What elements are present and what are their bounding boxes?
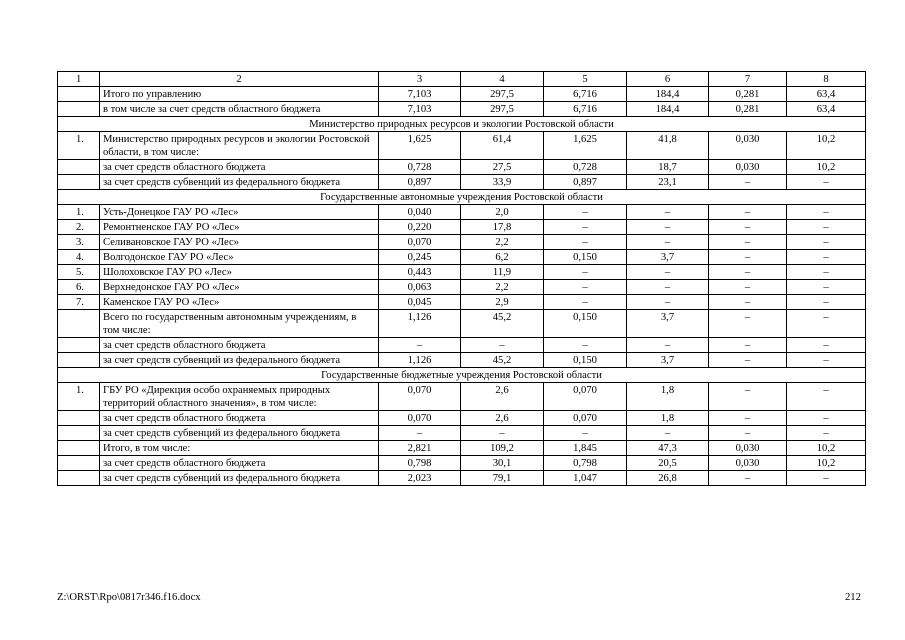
value-cell: 63,4 — [787, 87, 866, 102]
row-number-cell — [58, 338, 100, 353]
value-cell: – — [787, 205, 866, 220]
value-cell: 30,1 — [461, 456, 544, 471]
value-cell: 2,0 — [461, 205, 544, 220]
value-cell: 0,045 — [379, 295, 461, 310]
value-cell: 33,9 — [461, 175, 544, 190]
table-row — [58, 280, 866, 295]
row-label-cell: Шолоховское ГАУ РО «Лес» — [100, 265, 379, 280]
value-cell: – — [787, 280, 866, 295]
value-cell: 0,281 — [709, 87, 787, 102]
value-cell: – — [627, 295, 709, 310]
value-cell: – — [787, 175, 866, 190]
row-number-cell — [58, 411, 100, 426]
table-row — [58, 160, 866, 175]
value-cell: – — [709, 175, 787, 190]
value-cell: 18,7 — [627, 160, 709, 175]
value-cell: 0,150 — [544, 353, 627, 368]
row-number-cell — [58, 160, 100, 175]
value-cell: 3,7 — [627, 310, 709, 338]
value-cell: 2,023 — [379, 471, 461, 486]
value-cell: – — [627, 220, 709, 235]
value-cell: 0,070 — [379, 383, 461, 411]
value-cell: 0,070 — [379, 235, 461, 250]
header-cell: 8 — [787, 72, 866, 87]
value-cell: 2,6 — [461, 383, 544, 411]
value-cell: 0,443 — [379, 265, 461, 280]
value-cell: 0,245 — [379, 250, 461, 265]
row-number-cell: 1. — [58, 132, 100, 160]
row-label-cell: ГБУ РО «Дирекция особо охраняемых природных территорий областного значения», в том числе: — [100, 383, 379, 411]
row-number-cell: 4. — [58, 250, 100, 265]
value-cell: 0,728 — [544, 160, 627, 175]
value-cell: – — [787, 310, 866, 338]
value-cell: – — [627, 235, 709, 250]
row-number-cell: 3. — [58, 235, 100, 250]
value-cell: – — [787, 411, 866, 426]
row-number-cell — [58, 353, 100, 368]
value-cell: 3,7 — [627, 353, 709, 368]
value-cell: – — [709, 426, 787, 441]
table-row — [58, 441, 866, 456]
value-cell: 0,220 — [379, 220, 461, 235]
value-cell: 41,8 — [627, 132, 709, 160]
value-cell: 0,897 — [379, 175, 461, 190]
value-cell: 1,845 — [544, 441, 627, 456]
section-header-row — [58, 117, 866, 132]
table-row — [58, 250, 866, 265]
row-number-cell — [58, 87, 100, 102]
value-cell: 20,5 — [627, 456, 709, 471]
value-cell: – — [709, 205, 787, 220]
value-cell: 0,030 — [709, 132, 787, 160]
value-cell: 0,728 — [379, 160, 461, 175]
section-title: Министерство природных ресурсов и экологии Ростовской области — [58, 117, 866, 132]
value-cell: – — [627, 205, 709, 220]
value-cell: – — [787, 353, 866, 368]
value-cell: – — [787, 220, 866, 235]
value-cell: – — [709, 250, 787, 265]
value-cell: 7,103 — [379, 87, 461, 102]
value-cell: 2,2 — [461, 235, 544, 250]
row-label-cell: за счет средств областного бюджета — [100, 338, 379, 353]
value-cell: 0,040 — [379, 205, 461, 220]
row-label-cell: за счет средств субвенций из федерального бюджета — [100, 175, 379, 190]
value-cell: – — [379, 338, 461, 353]
row-label-cell: за счет средств областного бюджета — [100, 456, 379, 471]
row-label-cell: за счет средств субвенций из федерального бюджета — [100, 426, 379, 441]
value-cell: – — [544, 426, 627, 441]
row-label-cell: за счет средств областного бюджета — [100, 411, 379, 426]
value-cell: 1,126 — [379, 353, 461, 368]
table-row — [58, 456, 866, 471]
value-cell: 0,070 — [379, 411, 461, 426]
value-cell: – — [627, 426, 709, 441]
header-row — [58, 72, 866, 87]
value-cell: – — [787, 250, 866, 265]
value-cell: 0,798 — [379, 456, 461, 471]
table-row — [58, 132, 866, 160]
value-cell: 297,5 — [461, 102, 544, 117]
row-label-cell: Министерство природных ресурсов и экологии Ростовской области, в том числе: — [100, 132, 379, 160]
value-cell: 6,716 — [544, 102, 627, 117]
value-cell: – — [461, 426, 544, 441]
row-label-cell: Усть-Донецкое ГАУ РО «Лес» — [100, 205, 379, 220]
table-row — [58, 411, 866, 426]
row-label-cell: за счет средств субвенций из федерального бюджета — [100, 471, 379, 486]
table-row — [58, 265, 866, 280]
table-row — [58, 426, 866, 441]
value-cell: 45,2 — [461, 310, 544, 338]
value-cell: – — [787, 426, 866, 441]
value-cell: 27,5 — [461, 160, 544, 175]
value-cell: – — [709, 338, 787, 353]
value-cell: – — [709, 471, 787, 486]
value-cell: 0,150 — [544, 310, 627, 338]
value-cell: – — [787, 265, 866, 280]
row-label-cell: в том числе за счет средств областного бюджета — [100, 102, 379, 117]
row-label-cell: Итого по управлению — [100, 87, 379, 102]
value-cell: – — [709, 235, 787, 250]
table-row — [58, 383, 866, 411]
value-cell: – — [544, 205, 627, 220]
value-cell: 0,798 — [544, 456, 627, 471]
value-cell: 11,9 — [461, 265, 544, 280]
value-cell: – — [787, 383, 866, 411]
value-cell: 2,821 — [379, 441, 461, 456]
value-cell: 0,030 — [709, 160, 787, 175]
value-cell: – — [709, 295, 787, 310]
value-cell: 1,047 — [544, 471, 627, 486]
value-cell: – — [544, 295, 627, 310]
row-label-cell: Селивановское ГАУ РО «Лес» — [100, 235, 379, 250]
row-label-cell: Волгодонское ГАУ РО «Лес» — [100, 250, 379, 265]
page-number: 212 — [845, 592, 861, 603]
section-header-row — [58, 368, 866, 383]
value-cell: 3,7 — [627, 250, 709, 265]
row-label-cell: Верхнедонское ГАУ РО «Лес» — [100, 280, 379, 295]
value-cell: 0,063 — [379, 280, 461, 295]
value-cell: 1,625 — [379, 132, 461, 160]
value-cell: 6,716 — [544, 87, 627, 102]
row-number-cell — [58, 426, 100, 441]
row-label-cell: Итого, в том числе: — [100, 441, 379, 456]
header-cell: 3 — [379, 72, 461, 87]
row-label-cell: Всего по государственным автономным учреждениям, в том числе: — [100, 310, 379, 338]
table-row — [58, 102, 866, 117]
value-cell: 7,103 — [379, 102, 461, 117]
row-number-cell — [58, 175, 100, 190]
value-cell: 184,4 — [627, 87, 709, 102]
section-title: Государственные бюджетные учреждения Ростовской области — [58, 368, 866, 383]
value-cell: 26,8 — [627, 471, 709, 486]
header-cell: 1 — [58, 72, 100, 87]
value-cell: – — [544, 280, 627, 295]
value-cell: 45,2 — [461, 353, 544, 368]
value-cell: 61,4 — [461, 132, 544, 160]
row-number-cell: 2. — [58, 220, 100, 235]
row-number-cell — [58, 310, 100, 338]
value-cell: 0,070 — [544, 411, 627, 426]
value-cell: 1,8 — [627, 411, 709, 426]
value-cell: – — [709, 310, 787, 338]
value-cell: 6,2 — [461, 250, 544, 265]
value-cell: 2,2 — [461, 280, 544, 295]
row-number-cell: 6. — [58, 280, 100, 295]
value-cell: – — [544, 220, 627, 235]
value-cell: – — [709, 383, 787, 411]
value-cell: – — [627, 338, 709, 353]
value-cell: 10,2 — [787, 441, 866, 456]
value-cell: 47,3 — [627, 441, 709, 456]
value-cell: 10,2 — [787, 456, 866, 471]
table-row — [58, 353, 866, 368]
value-cell: – — [787, 471, 866, 486]
value-cell: 184,4 — [627, 102, 709, 117]
value-cell: 0,030 — [709, 456, 787, 471]
header-cell: 7 — [709, 72, 787, 87]
row-number-cell: 1. — [58, 383, 100, 411]
table-row — [58, 235, 866, 250]
table-row — [58, 175, 866, 190]
value-cell: – — [787, 295, 866, 310]
row-number-cell — [58, 471, 100, 486]
value-cell: – — [709, 280, 787, 295]
value-cell: 79,1 — [461, 471, 544, 486]
table-row — [58, 338, 866, 353]
value-cell: 2,9 — [461, 295, 544, 310]
value-cell: 0,030 — [709, 441, 787, 456]
header-cell: 2 — [100, 72, 379, 87]
value-cell: – — [709, 411, 787, 426]
value-cell: – — [787, 235, 866, 250]
table-row — [58, 87, 866, 102]
value-cell: 10,2 — [787, 160, 866, 175]
row-label-cell: Каменское ГАУ РО «Лес» — [100, 295, 379, 310]
header-cell: 4 — [461, 72, 544, 87]
value-cell: 23,1 — [627, 175, 709, 190]
value-cell: 2,6 — [461, 411, 544, 426]
value-cell: – — [627, 265, 709, 280]
header-cell: 6 — [627, 72, 709, 87]
value-cell: – — [627, 280, 709, 295]
value-cell: 1,625 — [544, 132, 627, 160]
value-cell: 109,2 — [461, 441, 544, 456]
row-label-cell: за счет средств субвенций из федерального бюджета — [100, 353, 379, 368]
header-cell: 5 — [544, 72, 627, 87]
footer-file-path: Z:\ORST\Rpo\0817r346.f16.docx — [57, 592, 201, 603]
value-cell: 297,5 — [461, 87, 544, 102]
value-cell: 1,8 — [627, 383, 709, 411]
row-number-cell: 1. — [58, 205, 100, 220]
row-number-cell — [58, 441, 100, 456]
table-row — [58, 471, 866, 486]
value-cell: – — [544, 265, 627, 280]
table-row — [58, 205, 866, 220]
row-number-cell: 7. — [58, 295, 100, 310]
row-label-cell: Ремонтненское ГАУ РО «Лес» — [100, 220, 379, 235]
table-row — [58, 220, 866, 235]
value-cell: – — [544, 235, 627, 250]
row-number-cell: 5. — [58, 265, 100, 280]
row-number-cell — [58, 102, 100, 117]
value-cell: 63,4 — [787, 102, 866, 117]
row-number-cell — [58, 456, 100, 471]
value-cell: 0,070 — [544, 383, 627, 411]
value-cell: – — [787, 338, 866, 353]
value-cell: 0,281 — [709, 102, 787, 117]
value-cell: 17,8 — [461, 220, 544, 235]
section-title: Государственные автономные учреждения Ростовской области — [58, 190, 866, 205]
value-cell: – — [709, 220, 787, 235]
value-cell: – — [461, 338, 544, 353]
value-cell: 0,150 — [544, 250, 627, 265]
value-cell: 10,2 — [787, 132, 866, 160]
data-table — [57, 71, 866, 486]
value-cell: – — [709, 265, 787, 280]
section-header-row — [58, 190, 866, 205]
row-label-cell: за счет средств областного бюджета — [100, 160, 379, 175]
value-cell: 0,897 — [544, 175, 627, 190]
table-row — [58, 310, 866, 338]
table-row — [58, 295, 866, 310]
value-cell: – — [379, 426, 461, 441]
value-cell: 1,126 — [379, 310, 461, 338]
value-cell: – — [709, 353, 787, 368]
value-cell: – — [544, 338, 627, 353]
